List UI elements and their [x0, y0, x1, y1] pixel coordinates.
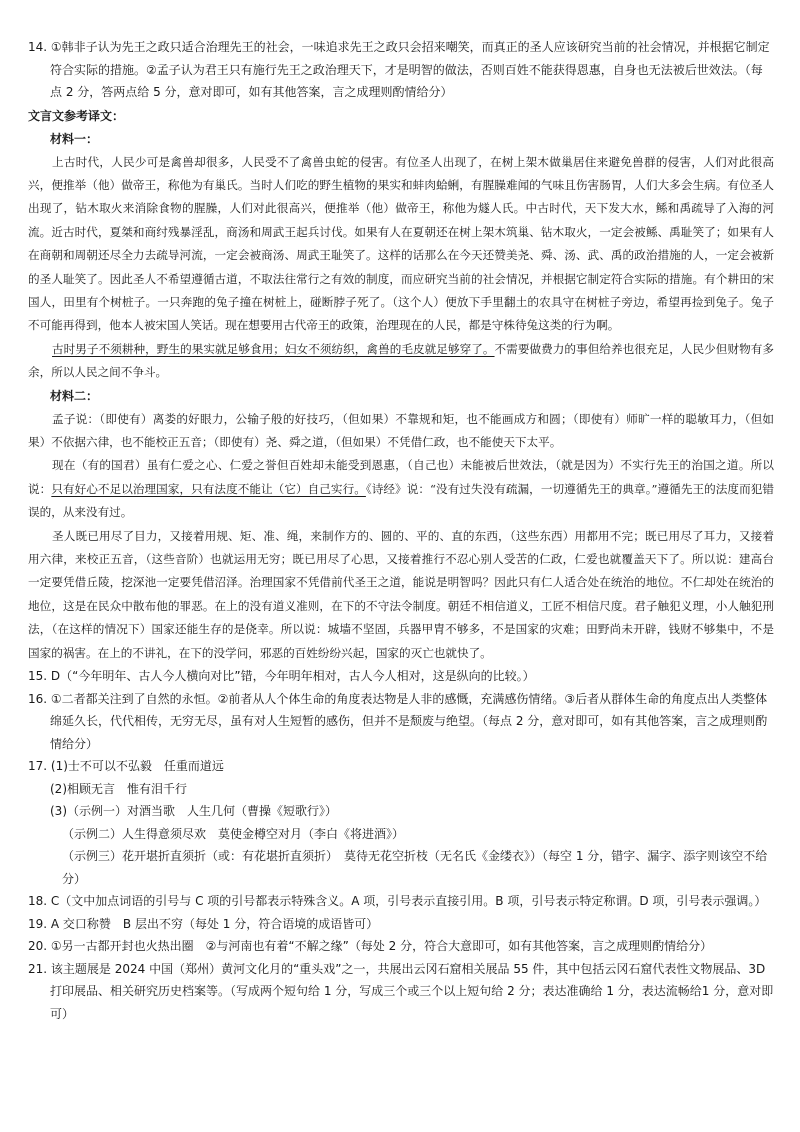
answer-q18: 18. C（文中加点词语的引号与 C 项的引号都表示特殊含义。A 项，引号表示直接引用。B 项，引号表示特定称谓。D 项，引号表示强调。）: [28, 894, 767, 909]
material-one-paragraph-2: [28, 338, 774, 385]
answer-q19: 19. A 交口称赞 B 层出不穷（每处 1 分，符合语境的成语皆可）: [28, 916, 379, 931]
answer-q14: 14. ①韩非子认为先王之政只适合治理先王的社会，一味追求先王之政只会招来嘲笑，而真正的圣人应该研究当前的社会情况，并根据它制定符合实际的措施。②孟子认为君王只有施行先王之政治理天下，才是明智的做法，否则百姓不能获得恩惠，自身也无法被后世效法。（每点 2 分，答两点给 5 分，意对即可，如有其他答案，言之成理则酌情给分）: [28, 40, 770, 99]
translation-heading: 文言文参考译文：: [28, 108, 125, 123]
material-two-paragraph-3: 圣人既已用尽了目力，又接着用规、矩、准、绳，来制作方的、圆的、平的、直的东西，（这些东西）用都用不完；既已用尽了耳力，又接着用六律，来校正五音，（这些音阶）也就运用无穷；既已用尽了心思，又接着推行不忍心别人受苦的仁政，仁爱也就覆盖天下了。所以说：建高台一定要凭借丘陵，挖深池一定要凭借沼泽。治理国家不凭借前代圣王之道，能说是明智吗？因此只有仁人适合处在统治的地位。不仁却处在统治的地位，这是在民众中散布他的罪恶。在上的没有道义准则，在下的不守法令制度。朝廷不相信道义，工匠不相信尺度。君子触犯义理，小人触犯刑法，（在这样的情况下）国家还能生存的是侥幸。所以说：城墙不坚固，兵器甲胄不够多，不是国家的灾难；田野尚未开辟，钱财不够集中，不是国家的祸害。在上的不讲礼，在下的没学问，邪恶的百姓纷纷兴起，国家的灭亡也就快了。: [28, 528, 774, 660]
paragraph-text: 《诗经》说：“没有过失没有疏漏，一切遵循先王的典章。”遵循先王的法度而犯错误的，从来没有过。: [28, 481, 774, 520]
answer-q17-1: 17. (1)士不可以不弘毅 任重而道远: [28, 759, 224, 774]
answer-q17-2: (2)相顾无言 惟有泪千行: [50, 781, 187, 796]
underlined-sentence: 古时男子不须耕种，野生的果实就足够食用；妇女不须纺织，禽兽的毛皮就足够穿了。: [52, 341, 495, 356]
answer-q17-3: (3)（示例一）对酒当歌 人生几何（曹操《短歌行》）: [50, 804, 338, 819]
underlined-sentence: 只有好心不足以治理国家，只有法度不能让（它）自己实行。: [51, 481, 366, 496]
material-one-paragraph-1: 上古时代，人民少可是禽兽却很多，人民受不了禽兽虫蛇的侵害。有位圣人出现了，在树上架木做巢居住来避免兽群的侵害，人们对此很高兴，便推举（他）做帝王，称他为有巢氏。当时人们吃的野生植物的果实和蚌肉蛤蜊，有腥臊难闻的气味且伤害肠胃，人们大多会生病。有位圣人出现了，钻木取火来消除食物的腥臊，人们对此很高兴，便推举（他）做帝王，称他为燧人氏。中古时代，天下发大水，鲧和禹疏导了入海的河流。近古时代，夏桀和商纣残暴淫乱，商汤和周武王起兵讨伐。如果有人在夏朝还在树上架木筑巢、钻木取火，一定会被鲧、禹耻笑了；如果有人在商朝和周朝还尽全力去疏导河流，一定会被商汤、周武王耻笑了。这样的话那么在今天还赞美尧、舜、汤、武、禹的政治措施的人，一定会被新的圣人耻笑了。因此圣人不希望遵循古道，不取法往常行之有效的制度，而应研究当前的社会情况，并根据它制定符合实际的措施。有个耕田的宋国人，田里有个树桩子。一只奔跑的兔子撞在树桩上，碰断脖子死了。（这个人）便放下手里翻土的农具守在树桩子旁边，希望再捡到兔子。兔子不可能再得到，他本人被宋国人笑话。现在想要用古代帝王的政策，治理现在的人民，都是守株待兔这类的行为啊。: [28, 154, 774, 333]
paragraph-text: 现在（有的国君）虽有仁爱之心、仁爱之誉但百姓却未能受到恩惠，（自己也）未能被后世效法，（就是因为）不实行先王的治国之道。所以说：: [28, 458, 774, 496]
material-two-label: 材料二：: [50, 388, 99, 403]
answer-q20: 20. ①另一古都开封也火热出圈 ②与河南也有着“不解之缘”（每处 2 分，符合大意即可，如有其他答案，言之成理则酌情给分）: [28, 939, 713, 954]
material-one-label: 材料一：: [50, 131, 99, 146]
paragraph-text: 不需要做费力的事但给养也很充足，人民少但财物有多余，所以人民之间不争斗。: [28, 341, 774, 380]
answer-q15: 15. D（“今年明年、古人今人横向对比”错，今年明年相对，古人今人相对，这是纵向的比较。）: [28, 669, 535, 684]
answer-q21: 21. 该主题展是 2024 中国（郑州）黄河文化月的“重头戏”之一，共展出云冈石窟相关展品 55 件，其中包括云冈石窟代表性文物展品、3D 打印展品、相关研究历史档案等。（写成两个短句给 1 分，写成三个或三个以上短句给 2 分；表达准确给 1 分，表达流畅给1 分，意对即可）: [28, 961, 774, 1021]
answer-q16: 16. ①二者都关注到了自然的永恒。②前者从人个体生命的角度表达物是人非的感慨，充满感伤情绪。③后者从群体生命的角度点出人类整体绵延久长，代代相传，无穷无尽，虽有对人生短暂的感伤，但并不是颓废与绝望。（每点 2 分，意对即可，如有其他答案，言之成理则酌情给分）: [28, 691, 768, 751]
material-two-paragraph-2: [28, 454, 774, 524]
answer-q17-3-example-2: （示例二）人生得意须尽欢 莫使金樽空对月（李白《将进酒》）: [62, 826, 405, 841]
material-two-paragraph-1: 孟子说：（即使有）离娄的好眼力，公输子般的好技巧，（但如果）不靠规和矩，也不能画成方和圆；（即使有）师旷一样的聪敏耳力，（但如果）不依据六律，也不能校正五音；（即使有）尧、舜之道，（但如果）不凭借仁政，也不能使天下太平。: [28, 411, 774, 449]
answer-q17-3-example-3: （示例三）花开堪折直须折（或：有花堪折直须折） 莫待无花空折枝（无名氏《金缕衣》）（每空 1 分，错字、漏字、添字则该空不给分）: [62, 849, 768, 886]
